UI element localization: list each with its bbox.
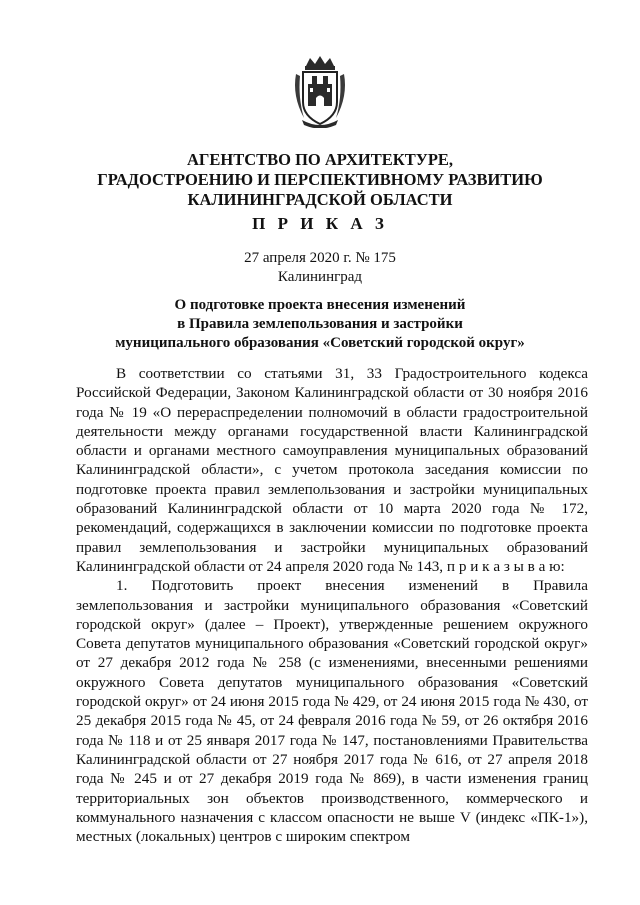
document-subject bbox=[0, 296, 640, 353]
city: Калининград bbox=[277, 269, 363, 285]
date-number: 27 апреля 2020 г. № 175 bbox=[244, 250, 396, 266]
agency-line-3: КАЛИНИНГРАДСКОЙ ОБЛАСТИ bbox=[187, 190, 453, 209]
document-type: П Р И К А З bbox=[252, 214, 388, 233]
coat-of-arms-icon bbox=[290, 56, 350, 128]
preamble-paragraph: В соответствии со статьями 31, 33 Градостроительного кодекса Российской Федерации, Законом Калининградской области от 30 ноября 2016 года № 19 «О перераспределении полномочий в области градостроительной деятельности между органами государственной власти Калининградской области и органами местного самоуправления муниципальных образований Калининградской области», с учетом протокола заседания комиссии по подготовке проекта правил землепользования и застройки муниципальных образований Калининградской области от 10 марта 2020 года № 172, рекомендаций, содержащихся в заключении комиссии по подготовке проекта правил землепользования и застройки муниципальных образований Калининградской области от 24 апреля 2020 года № 143, п р и к а з ы в а ю: bbox=[76, 365, 588, 575]
subject-line-3: муниципального образования «Советский городской округ» bbox=[115, 335, 525, 351]
agency-line-1: АГЕНТСТВО ПО АРХИТЕКТУРЕ, bbox=[186, 150, 454, 169]
subject-line-1: О подготовке проекта внесения изменений bbox=[174, 297, 466, 313]
item-1-paragraph: 1. Подготовить проект внесения изменений в Правила землепользования и застройки муниципального образования «Советский городской округ» (далее – Проект), утвержденные решением окружного Совета депутатов муниципального образования «Советский городской округ» от 27 декабря 2012 года № 258 (с изменениями, внесенными решениями окружного Совета депутатов муниципального образования «Советский городской округ» от 24 июня 2015 года № 429, от 24 июня 2015 года № 430, от 25 декабря 2015 года № 45, от 24 февраля 2016 года № 59, от 26 октября 2016 года № 118 и от 25 января 2017 года № 147, постановлениями Правительства Калининградской области от 27 ноября 2017 года № 616, от 27 апреля 2018 года № 245 и от 27 декабря 2019 года № 869), в части изменения границ территориальных зон объектов производственного, коммерческого и коммунального назначения с классом опасности не выше V (индекс «ПК-1»), местных (локальных) центров с широким спектром bbox=[76, 577, 588, 846]
agency-name bbox=[0, 150, 640, 210]
agency-line-2: ГРАДОСТРОЕНИЮ И ПЕРСПЕКТИВНОМУ РАЗВИТИЮ bbox=[97, 170, 543, 189]
subject-line-2: в Правила землепользования и застройки bbox=[177, 316, 463, 332]
document-body bbox=[76, 364, 588, 846]
document-meta bbox=[0, 249, 640, 287]
